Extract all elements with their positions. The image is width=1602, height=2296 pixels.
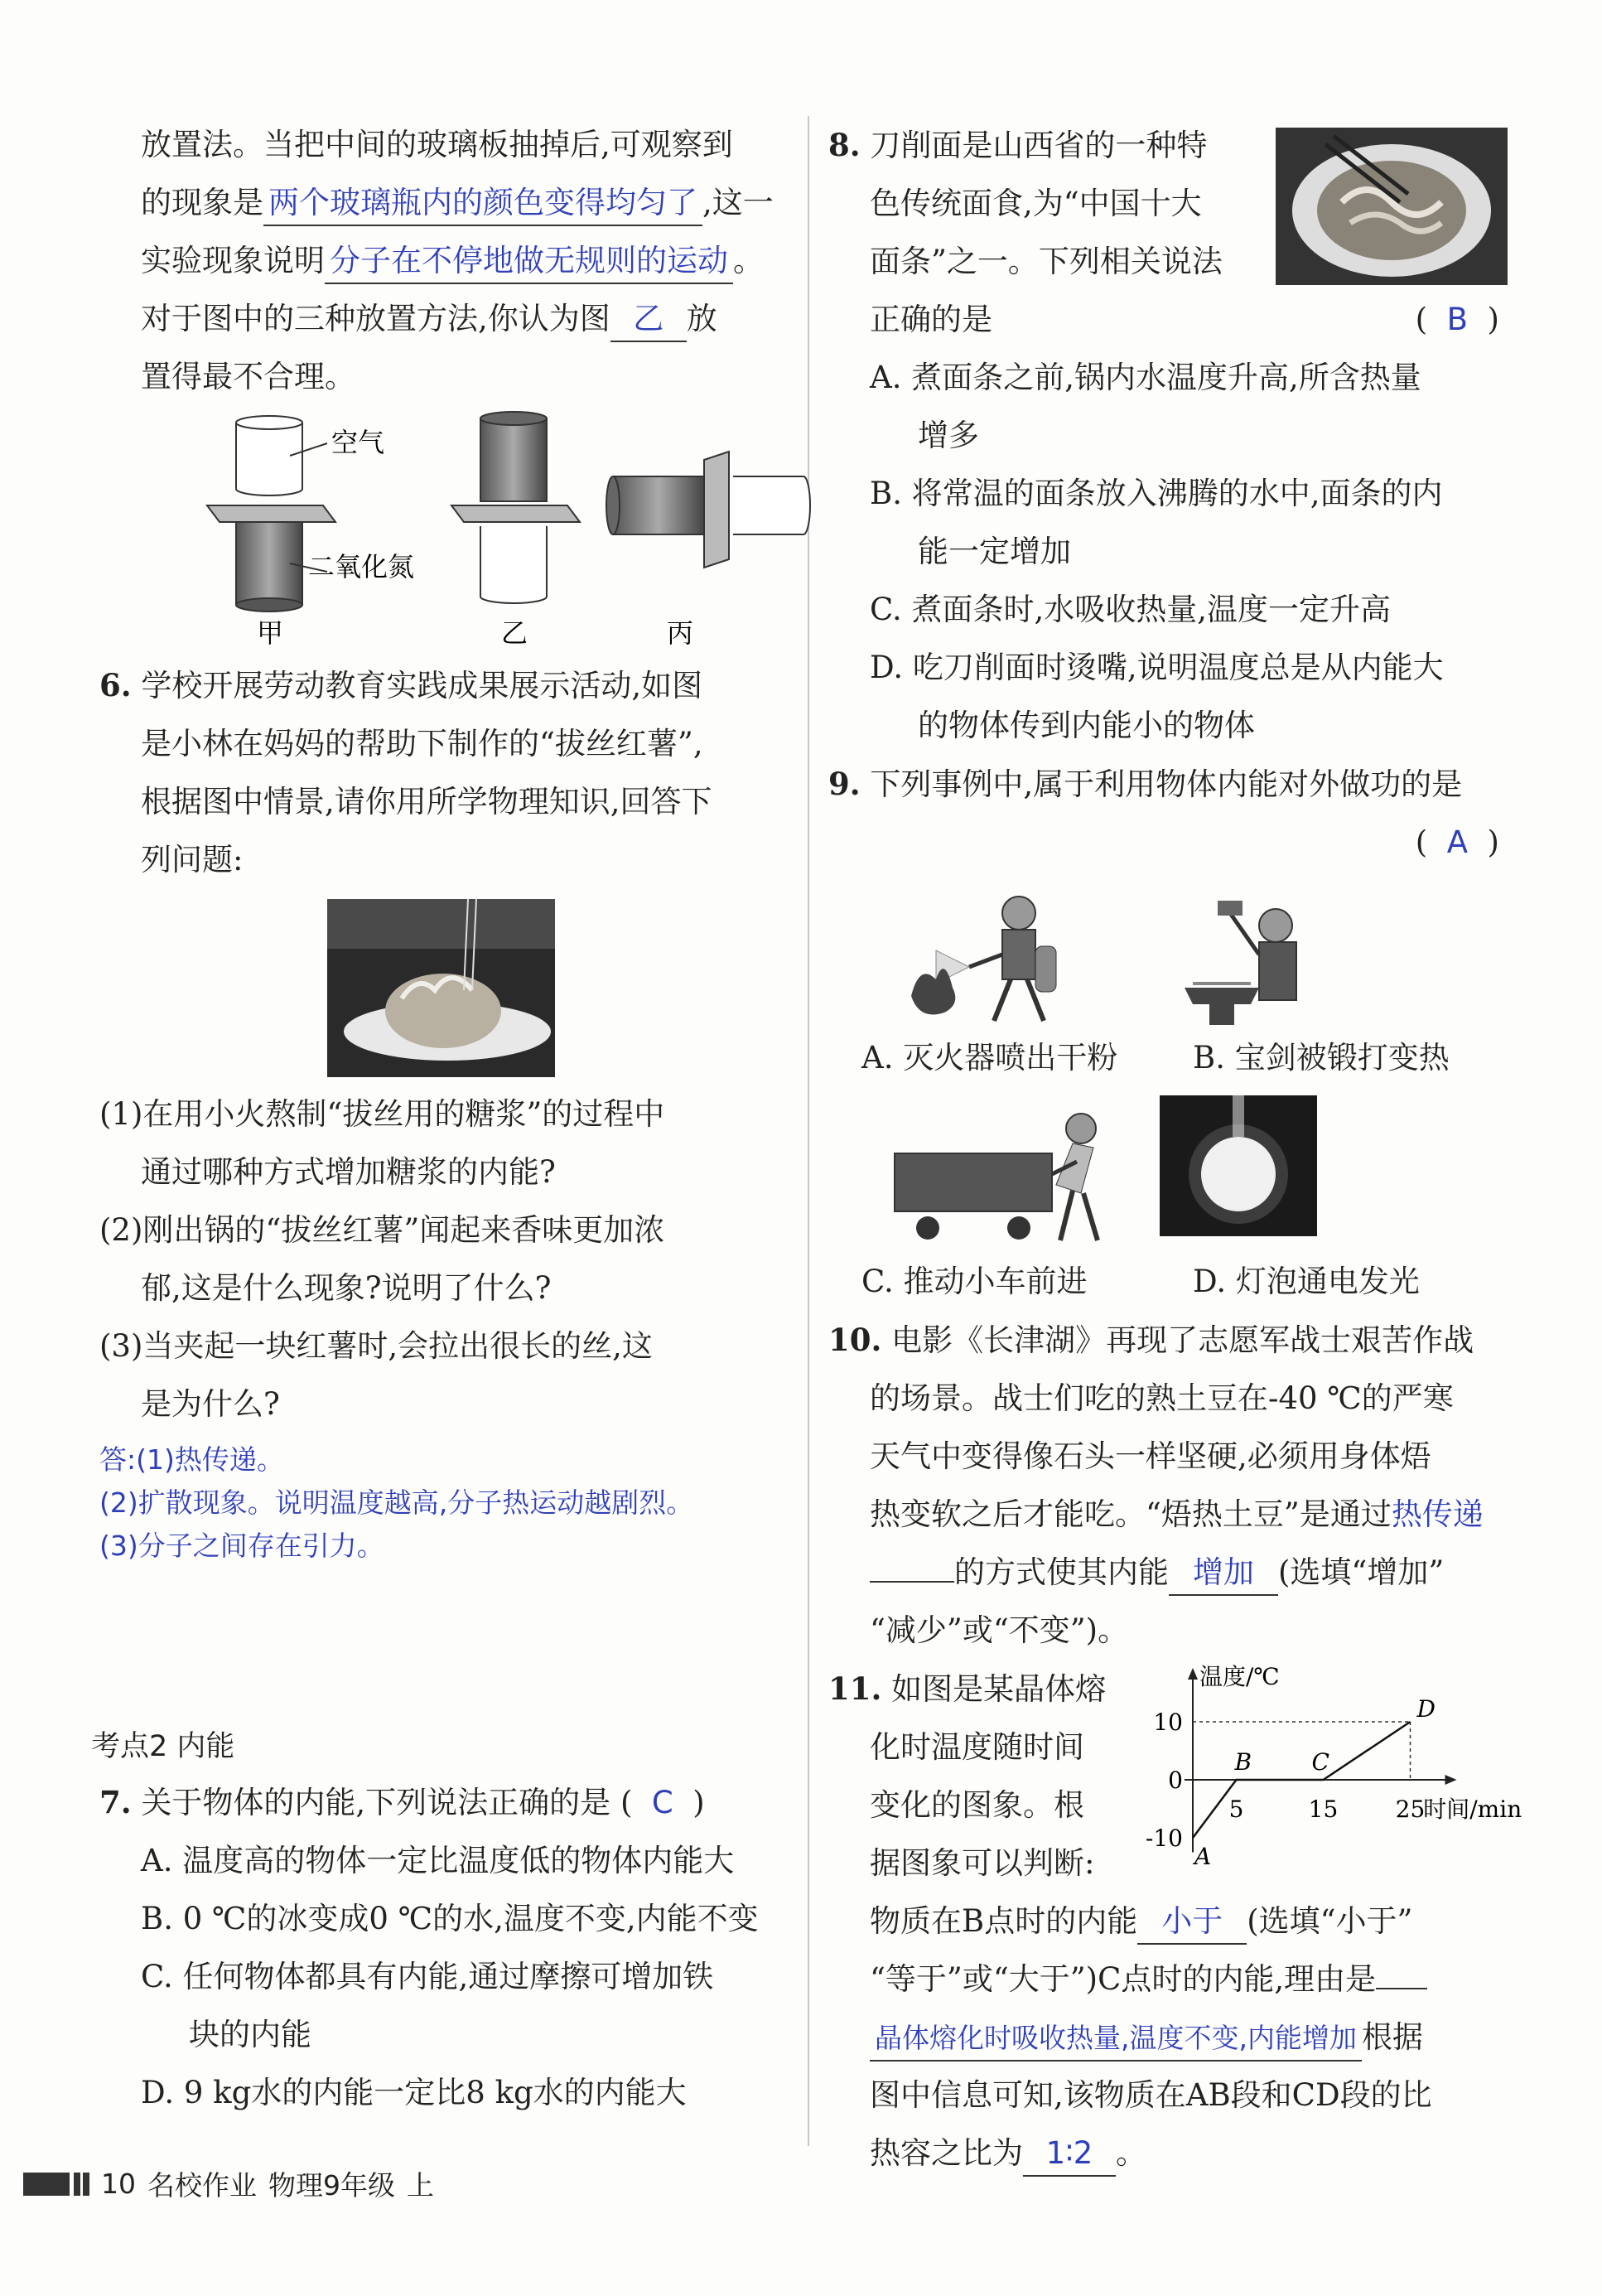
q8-line2: 色传统面食,为“中国十大 (870, 186, 1202, 221)
right-column (828, 116, 1522, 2182)
q9-option-b: B. 宝剑被锻打变热 (1193, 1040, 1450, 1075)
q8-option-b: B. 将常温的面条放入沸腾的水中,面条的内 (870, 476, 1443, 511)
point-label-B: B (1234, 1748, 1252, 1776)
candied-sweet-potato-photo (327, 899, 555, 1077)
q11-number: 11. (828, 1670, 882, 1707)
q9-captions-row1 (861, 1029, 1508, 1087)
q7-option-d: D. 9 kg水的内能一定比8 kg水的内能大 (141, 2075, 687, 2110)
footer-bar-icon (23, 2173, 89, 2196)
q10-answer-1: 热传递 (1391, 1496, 1484, 1532)
q8-option-b-cont: 能一定增加 (918, 534, 1071, 569)
light-bulb-photo (1160, 1095, 1317, 1236)
q10-text-1: 电影《长津湖》再现了志愿军战士艰苦作战 (891, 1322, 1474, 1358)
q8-line3: 面条”之一。下列相关说法 (870, 244, 1223, 279)
left-column (91, 116, 803, 2122)
y-axis-arrow (1188, 1668, 1198, 1680)
column-divider (808, 116, 809, 2146)
q11-answer-1: 小于 (1137, 1900, 1247, 1945)
q5-line2-post: ,这一 (702, 185, 774, 220)
q11-line8: 图中信息可知,该物质在AB段和CD段的比 (870, 2077, 1432, 2113)
sword-forging-icon (1168, 888, 1334, 1029)
q9-answer: A (1446, 824, 1469, 860)
q6-number: 6. (99, 667, 132, 703)
q6-answer-1: 答:(1)热传递。 (99, 1443, 284, 1476)
q6-text-1: 学校开展劳动教育实践成果展示活动,如图 (141, 668, 703, 703)
q11-line5-post: (选填“小于” (1247, 1903, 1413, 1939)
q5-line4 (99, 290, 803, 348)
q6-answer-3: (3)分子之间存在引力。 (99, 1530, 384, 1562)
q8-text-4: 正确的是 (870, 302, 992, 337)
q11-line6-text: “等于”或“大于”)C点时的内能,理由是 (870, 1961, 1377, 1997)
q9-number: 9. (828, 766, 861, 802)
q9-option-c: C. 推动小车前进 (861, 1264, 1088, 1299)
q9-option-a: A. 灭火器喷出干粉 (861, 1040, 1118, 1075)
q11-answer-3: 1∶2 (1023, 2132, 1116, 2177)
q6-line2: 是小林在妈妈的帮助下制作的“拔丝红薯”, (141, 726, 703, 761)
q10-line5-post: (选填“增加” (1278, 1554, 1445, 1590)
q5-line2-text: 的现象是 (141, 185, 263, 220)
q11-text-1: 如图是某晶体熔 (891, 1671, 1107, 1707)
q11-line5 (828, 1892, 1508, 1950)
q5-line2 (99, 174, 803, 232)
q5-line3-post: 。 (733, 243, 764, 278)
q11-line9 (828, 2124, 1508, 2182)
q10-line2: 的场景。战士们吃的熟土豆在-40 ℃的严寒 (870, 1380, 1454, 1416)
q5-answer-1: 两个玻璃瓶内的颜色变得均匀了 (263, 181, 702, 226)
q5-line4-post: 放 (686, 301, 717, 336)
q11-line6 (828, 1950, 1508, 2008)
q10-line3: 天气中变得像石头一样坚硬,必须用身体焐 (870, 1438, 1431, 1474)
q9-option-d: D. 灯泡通电发光 (1193, 1264, 1420, 1299)
q7-answer: C (651, 1785, 673, 1820)
q7-option-a: A. 温度高的物体一定比温度低的物体内能大 (141, 1843, 735, 1878)
q8-option-a-cont: 增多 (918, 418, 979, 453)
q8-answer-paren: ( B ) (1415, 302, 1499, 337)
q10-line4-text: 热变软之后才能吃。“焐热土豆”是通过 (870, 1496, 1392, 1532)
q5-line4-text: 对于图中的三种放置方法,你认为图 (141, 301, 610, 336)
q7-answer-paren: ( C ) (620, 1785, 705, 1820)
q8-text-1: 刀削面是山西省的一种特 (870, 128, 1208, 163)
q11-line7 (828, 2008, 1508, 2066)
q8-option-d: D. 吃刀削面时烫嘴,说明温度总是从内能大 (870, 650, 1444, 685)
push-cart-icon (878, 1095, 1127, 1253)
fire-extinguisher-icon (886, 888, 1110, 1029)
q8-block (828, 116, 1508, 349)
q11-block (828, 1660, 1522, 1892)
q7-option-c: C. 任何物体都具有内能,通过摩擦可增加铁 (141, 1959, 714, 1994)
melting-curve-chart (1143, 1660, 1522, 1900)
q5-line3 (99, 232, 803, 290)
q10-line5 (828, 1544, 1508, 1602)
q7-stem-text: 关于物体的内能,下列说法正确的是 (141, 1785, 611, 1820)
point-label-D: D (1416, 1695, 1436, 1723)
label-bing: 丙 (667, 617, 694, 649)
q6-sub1-line2: 通过哪种方式增加糖浆的内能? (141, 1154, 556, 1190)
q6-sub1-line1: (1)在用小火熬制“拔丝用的糖浆”的过程中 (99, 1096, 665, 1132)
x-axis-arrow (1445, 1775, 1457, 1785)
q6-sub3-line2: 是为什么? (141, 1386, 280, 1422)
y-tick-label: 0 (1168, 1767, 1183, 1794)
q6-sub2-line1: (2)刚出锅的“拔丝红薯”闻起来香味更加浓 (99, 1212, 665, 1248)
q6-line3: 根据图中情景,请你用所学物理知识,回答下 (141, 784, 712, 819)
q6-line4: 列问题: (141, 842, 244, 877)
setup-jia (207, 416, 414, 649)
q11-line7-post: 根据 (1361, 2019, 1423, 2055)
q7-stem (99, 1773, 803, 1832)
label-jia: 甲 (257, 617, 284, 649)
q11-line4: 据图象可以判断: (870, 1845, 1095, 1881)
q8-option-a: A. 煮面条之前,锅内水温度升高,所含热量 (870, 360, 1421, 395)
y-tick-label: -10 (1145, 1825, 1183, 1852)
q11-blank-start (1376, 1988, 1427, 1989)
q7-number: 7. (99, 1784, 132, 1820)
q10-line6: “减少”或“不变”)。 (870, 1612, 1129, 1648)
section-heading: 考点2 内能 (91, 1730, 235, 1763)
q11-line9-text: 热容之比为 (870, 2135, 1023, 2171)
x-tick-label: 15 (1308, 1796, 1339, 1823)
point-label-C: C (1311, 1748, 1329, 1776)
gas-diffusion-figure (157, 406, 803, 649)
q8-option-c: C. 煮面条时,水吸收热量,温度一定升高 (870, 592, 1392, 627)
label-air: 空气 (331, 427, 385, 458)
q11-line9-post: 。 (1116, 2135, 1146, 2171)
q6-line1 (99, 656, 803, 715)
x-axis-label: 时间/min (1423, 1796, 1522, 1823)
q11-line3: 变化的图象。根 (870, 1787, 1084, 1823)
setup-bing (606, 452, 810, 649)
footer-volume: 上 (407, 2169, 434, 2202)
q8-line4 (828, 291, 1508, 349)
q9-captions-row2 (861, 1253, 1508, 1311)
q11-line5-text: 物质在B点时的内能 (870, 1903, 1138, 1939)
q10-line1 (828, 1311, 1508, 1370)
q9-stem-text: 下列事例中,属于利用物体内能对外做功的是 (870, 766, 1463, 802)
knife-cut-noodles-photo (1276, 128, 1508, 285)
q5-answer-3: 乙 (610, 297, 687, 342)
q8-number: 8. (828, 127, 861, 163)
y-tick-label: 10 (1153, 1709, 1183, 1736)
footer-brand: 名校作业 (147, 2169, 257, 2202)
setup-yi (451, 412, 580, 649)
q6-sub3-line1: (3)当夹起一块红薯时,会拉出很长的丝,这 (99, 1328, 653, 1364)
q8-option-d-cont: 的物体传到内能小的物体 (918, 708, 1255, 743)
q9-answer-paren: ( A ) (1415, 824, 1499, 860)
x-tick-label: 25 (1395, 1796, 1426, 1823)
q5-line1: 放置法。当把中间的玻璃板抽掉后,可观察到 (141, 127, 733, 162)
page-footer (23, 2164, 434, 2203)
point-label-A: A (1194, 1843, 1212, 1870)
q10-line4 (828, 1486, 1508, 1544)
q6-answer-2: (2)扩散现象。说明温度越高,分子热运动越剧烈。 (99, 1486, 694, 1519)
q5-answer-2: 分子在不停地做无规则的运动 (325, 239, 733, 284)
q8-answer: B (1446, 302, 1469, 337)
label-yi: 乙 (501, 617, 528, 649)
q10-blank-cont (870, 1581, 954, 1583)
q5-line3-text: 实验现象说明 (141, 243, 325, 278)
q11-line2: 化时温度随时间 (870, 1729, 1084, 1765)
q7-option-b: B. 0 ℃的冰变成0 ℃的水,温度不变,内能不变 (141, 1901, 759, 1936)
q9-images-row1 (886, 888, 1508, 1029)
q10-answer-2: 增加 (1169, 1551, 1278, 1596)
label-no2: 二氧化氮 (308, 551, 415, 582)
q11-answer-2: 晶体熔化时吸收热量,温度不变,内能增加 (870, 2017, 1362, 2062)
footer-subject: 物理9年级 (268, 2169, 395, 2202)
q9-images-row2 (878, 1095, 1508, 1253)
q10-number: 10. (828, 1322, 882, 1358)
q10-line5-text: 的方式使其内能 (954, 1554, 1169, 1590)
page-number: 10 (101, 2168, 136, 2200)
y-axis-label: 温度/℃ (1199, 1663, 1280, 1690)
q9-stem (828, 755, 1508, 814)
q6-sub2-line2: 郁,这是什么现象?说明了什么? (141, 1270, 552, 1306)
q5-line5: 置得最不合理。 (141, 359, 355, 394)
q7-option-c-cont: 块的内能 (189, 2017, 311, 2052)
x-tick-label: 5 (1228, 1796, 1244, 1823)
